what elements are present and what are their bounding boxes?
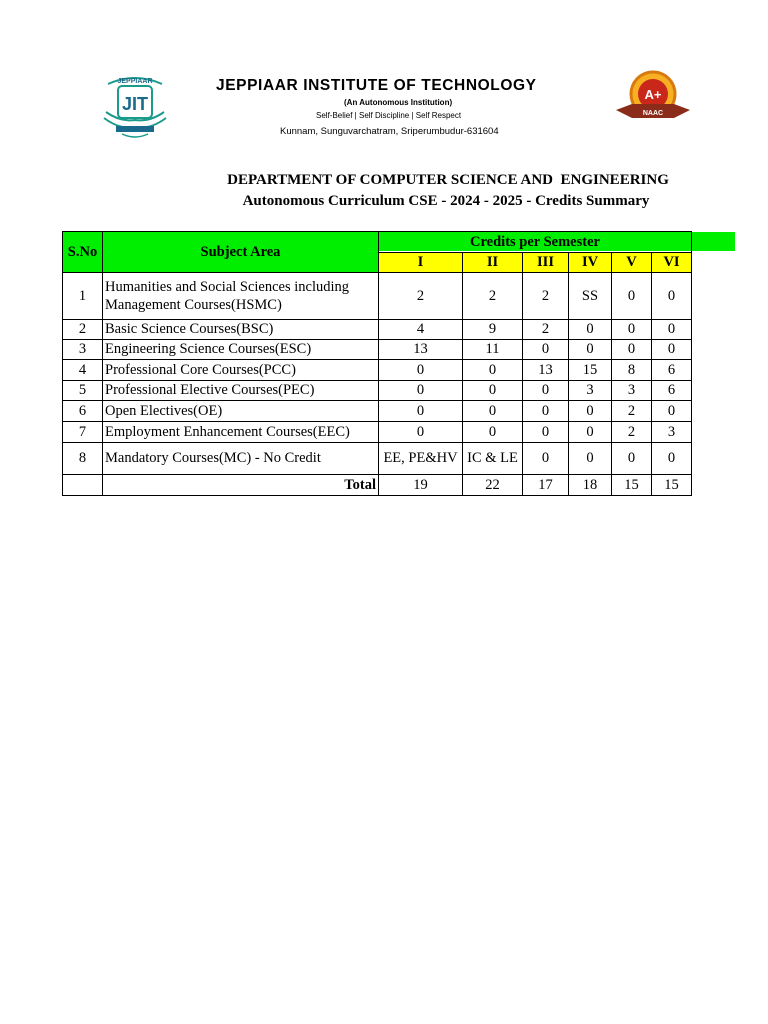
row-sno: 7 [63,422,103,443]
credit-cell: 0 [523,422,569,443]
credit-cell: 3 [652,422,692,443]
semester-header: V [612,253,652,273]
total-cell: 17 [523,475,569,496]
credit-cell: 0 [463,381,523,401]
credit-cell: 0 [569,320,612,340]
credits-table-body [63,273,692,475]
table-row [63,360,692,381]
credit-cell: 2 [379,273,463,320]
total-cell: 22 [463,475,523,496]
table-row [63,401,692,422]
row-sno: 5 [63,381,103,401]
credit-cell: 8 [612,360,652,381]
credit-cell: 15 [569,360,612,381]
credits-table [62,231,692,496]
row-subject: Humanities and Social Sciences including Management Courses(HSMC) [103,273,379,320]
letterhead [0,0,768,160]
credit-cell: 0 [379,381,463,401]
logo-text: JEPPIAAR [117,78,153,85]
curriculum-title: Autonomous Curriculum CSE - 2024 - 2025 - Credits Summary [242,193,650,209]
credit-cell: 2 [463,273,523,320]
row-sno: 8 [63,443,103,475]
institution-type: (An Autonomous Institution) [344,98,453,107]
credit-cell: 6 [652,381,692,401]
row-subject: Open Electives(OE) [103,401,379,422]
logo-monogram: JIT [121,94,149,114]
institution-logo [100,72,170,142]
naac-badge-icon [612,68,694,126]
row-subject: Employment Enhancement Courses(EEC) [103,422,379,443]
credit-cell: 0 [612,320,652,340]
total-row [63,475,692,496]
credit-cell: SS [569,273,612,320]
credit-cell: 0 [569,340,612,360]
row-sno: 4 [63,360,103,381]
credit-cell: 0 [652,340,692,360]
table-row [63,320,692,340]
credit-cell: 0 [523,381,569,401]
credit-cell: 0 [463,360,523,381]
semester-header: IV [569,253,612,273]
credit-cell: 0 [569,401,612,422]
credit-cell: 2 [523,273,569,320]
total-cell: 19 [379,475,463,496]
credit-cell: 3 [569,381,612,401]
naac-grade: A+ [644,87,662,102]
credit-cell: 0 [652,320,692,340]
credit-cell: 0 [523,443,569,475]
total-cell: 15 [652,475,692,496]
table-row [63,381,692,401]
credit-cell: 0 [612,273,652,320]
row-sno: 2 [63,320,103,340]
subject-area-header: Subject Area [103,232,379,273]
credit-cell: 2 [612,401,652,422]
naac-label: NAAC [642,110,664,117]
row-subject: Basic Science Courses(BSC) [103,320,379,340]
table-row [63,422,692,443]
institution-name: JEPPIAAR INSTITUTE OF TECHNOLOGY [216,77,537,94]
credit-cell: 0 [463,422,523,443]
institution-motto: Self-Belief | Self Discipline | Self Respect [316,111,462,120]
row-subject: Professional Elective Courses(PEC) [103,381,379,401]
credit-cell: 2 [523,320,569,340]
institution-address: Kunnam, Sunguvarchatram, Sriperumbudur-631604 [280,126,499,137]
credit-cell: EE, PE&HV [379,443,463,475]
credit-cell: 0 [569,443,612,475]
credit-cell: 0 [612,340,652,360]
total-label: Total [103,475,379,496]
credit-cell: 0 [652,401,692,422]
row-sno: 1 [63,273,103,320]
credit-cell: 0 [523,401,569,422]
sno-header: S.No [63,232,103,273]
row-sno: 3 [63,340,103,360]
credit-cell: 3 [612,381,652,401]
credit-cell: 0 [569,422,612,443]
semester-header: I [379,253,463,273]
credits-per-semester-header: Credits per Semester [379,232,692,253]
credit-cell: 0 [652,443,692,475]
credit-cell: 0 [379,401,463,422]
credit-cell: 13 [379,340,463,360]
credit-cell: 13 [523,360,569,381]
department-title: DEPARTMENT OF COMPUTER SCIENCE AND ENGINEERING [227,172,669,188]
semester-header: III [523,253,569,273]
table-row [63,340,692,360]
credit-cell: 0 [379,422,463,443]
credit-cell: 0 [463,401,523,422]
total-cell: 18 [569,475,612,496]
table-row [63,273,692,320]
credit-cell: 11 [463,340,523,360]
semester-header: II [463,253,523,273]
total-row-sno [63,475,103,496]
credit-cell: IC & LE [463,443,523,475]
credit-cell: 4 [379,320,463,340]
row-subject: Professional Core Courses(PCC) [103,360,379,381]
row-sno: 6 [63,401,103,422]
total-cell: 15 [612,475,652,496]
credit-cell: 0 [379,360,463,381]
credit-cell: 6 [652,360,692,381]
credit-cell: 2 [612,422,652,443]
credit-cell: 0 [523,340,569,360]
semester-header: VI [652,253,692,273]
row-subject: Engineering Science Courses(ESC) [103,340,379,360]
credit-cell: 9 [463,320,523,340]
credit-cell: 0 [612,443,652,475]
row-subject: Mandatory Courses(MC) - No Credit [103,443,379,475]
credit-cell: 0 [652,273,692,320]
table-row [63,443,692,475]
